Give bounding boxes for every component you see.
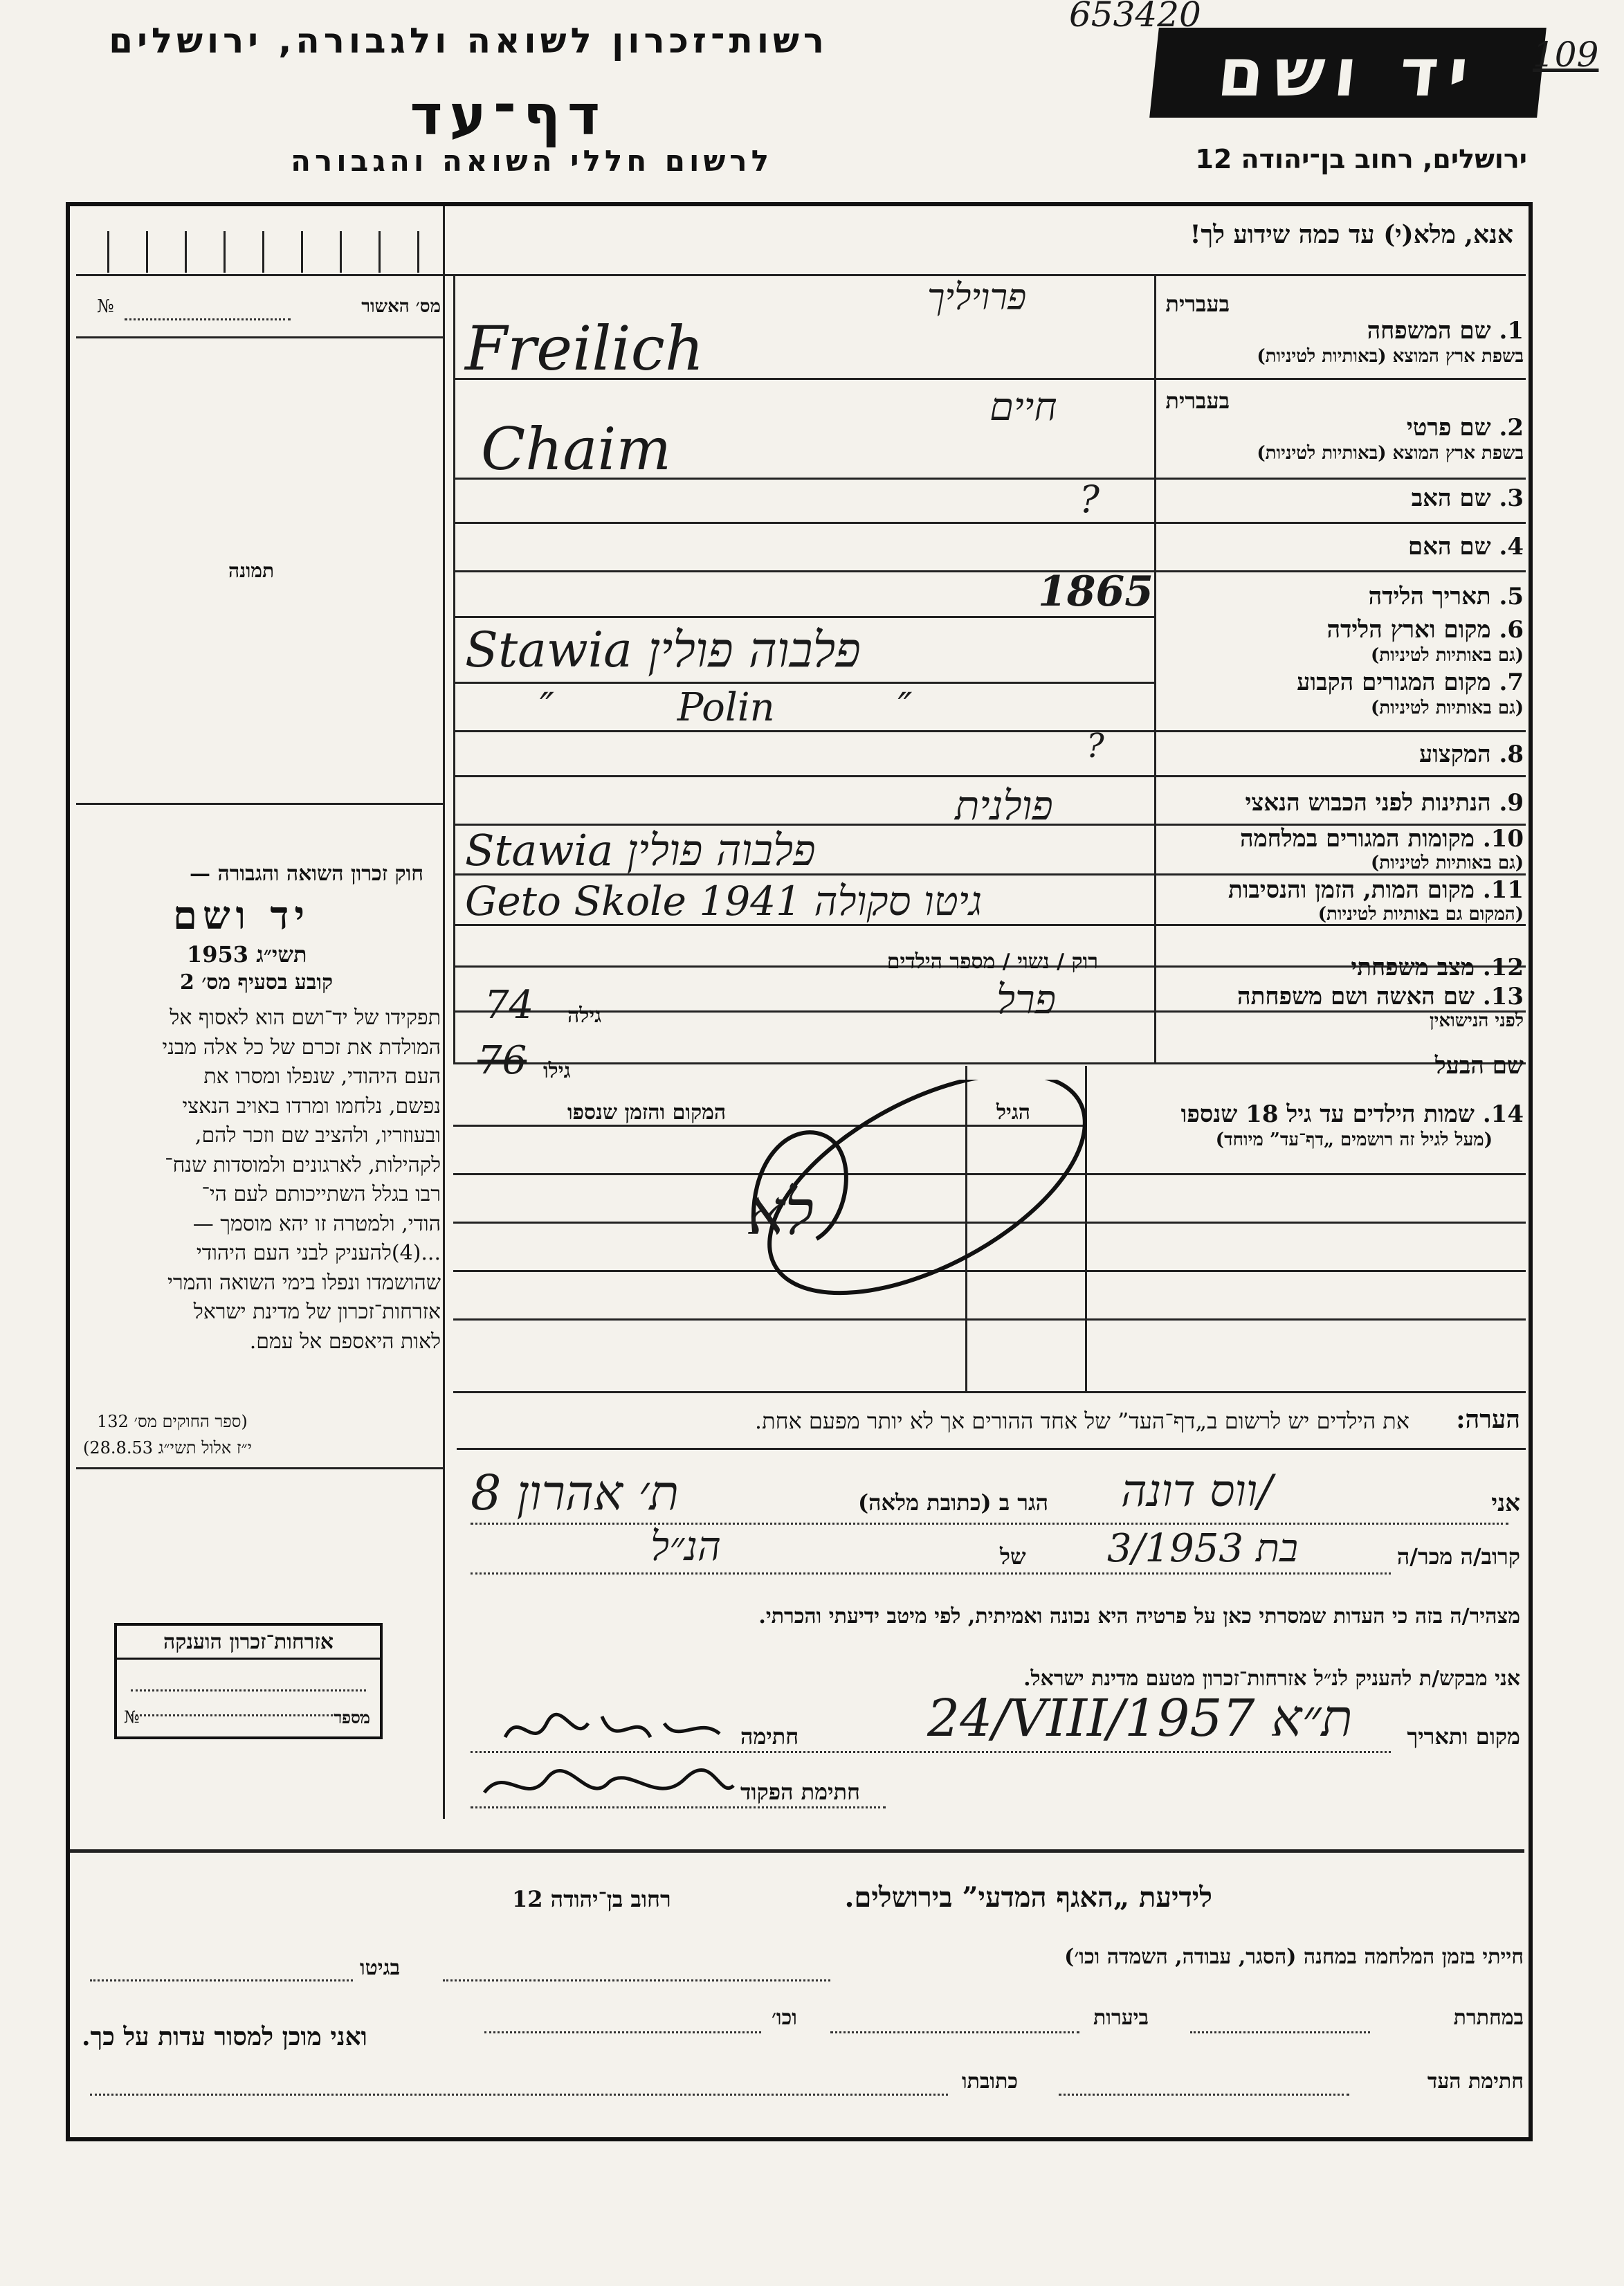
law-text-line: העם היהודי, שנפלו ומסרו את [203, 1064, 441, 1089]
footer-dots [90, 2094, 948, 2096]
approval-no: № [97, 296, 114, 317]
law-title: חוק זכרון השואה והגבורה — [190, 862, 423, 886]
decl-relative-value: בת 3/1953 [1107, 1526, 1298, 1571]
q11-sub: (המקום גם באותיות לטיניות) [1317, 904, 1524, 925]
law-source-2: י״ז אלול תשי״ג 28.8.53) [83, 1438, 252, 1458]
law-text-block [77, 1004, 441, 1357]
law-text-line: אזרחות־זכרון של מדינת ישראל [193, 1300, 441, 1324]
label-row-line [1154, 478, 1526, 480]
husband-age-value: 76 [477, 1038, 527, 1083]
label-row-line [1154, 522, 1526, 524]
footer-dots [484, 2031, 761, 2033]
q14-sub: (מעל לגיל זה רושמים „דף־עד” מיוחד) [1215, 1130, 1493, 1150]
footer-address: רחוב בן־יהודה 12 [512, 1886, 671, 1912]
approval-underline [76, 336, 443, 338]
note-text: את הילדים יש לרשום ב„דף־העד” של אחד ההורים אך לא יותר מפעם אחת. [754, 1408, 1409, 1434]
note-line [457, 1448, 1526, 1450]
decl-of-value: הנ״ל [650, 1523, 722, 1570]
law-clause: קובע בסעיף מס׳ 2 [180, 970, 334, 995]
page-mark: 109 [1533, 35, 1599, 75]
q1-lat-value: Freilich [465, 313, 704, 384]
q1-heb-value: פרויליך [927, 277, 1027, 318]
decl-officer-label: חתימת הפקוד [740, 1779, 860, 1805]
archive-number: 653420 [1069, 0, 1201, 35]
q14-col-age: הגיל [996, 1100, 1031, 1125]
authority-title: רשות־זכרון לשואה ולגבורה, ירושלים [109, 21, 828, 61]
husband-age-label: גילו [543, 1059, 571, 1083]
decl-i-label: אני [1491, 1489, 1520, 1517]
decl-of-label: של [1000, 1543, 1026, 1570]
q1-sub: בשפת ארץ המוצא (באותיות לטיניות) [1257, 346, 1524, 367]
q13-sub: לפני הנישואין [1429, 1010, 1524, 1031]
footer-dots [443, 1979, 830, 1981]
header-address: ירושלים, רחוב בן־יהודה 12 [1195, 144, 1527, 174]
number-no: № [124, 1707, 140, 1727]
q8-value: ? [1086, 727, 1104, 765]
q10-sub: (גם באותיות לטיניות) [1370, 853, 1524, 873]
husband-label: שם הבעל [1434, 1052, 1524, 1080]
q6-value: פלבוה פולין Stawia [465, 622, 861, 678]
law-year: תשי״ג 1953 [187, 941, 307, 968]
q13-age-label: גילה [567, 1004, 602, 1028]
decl-address-value: ת׳ אהרון 8 [471, 1464, 679, 1521]
instruction: אנא, מלא(י) עד כמה שידוע לך! [1189, 220, 1513, 249]
q14-label: 14. שמות הילדים עד גיל 18 שנספו [1180, 1100, 1524, 1128]
note-label: הערה: [1456, 1405, 1520, 1434]
footer-dots [1059, 2094, 1349, 2096]
law-text-line: ובעוזריו, ולהציב שם וזכר להם, [194, 1123, 441, 1147]
q2-heb-label: בעברית [1165, 388, 1230, 414]
number-label: מספר [334, 1707, 370, 1727]
row-line [453, 682, 1156, 684]
logo-text: יד ושם [1214, 34, 1482, 111]
q7-value: ″ Polin ″ [540, 685, 913, 730]
law-text-line: ...(4)להעניק לבני העם היהודי [196, 1241, 441, 1265]
row-line [453, 1062, 1526, 1064]
q12-options: רוק / נשוי / מספר הילדים [886, 950, 1098, 974]
law-text-line: רבו בגלל השתייכותם לעם הי־ [201, 1182, 441, 1206]
decl-line [471, 1751, 1391, 1753]
q2-lat-value: Chaim [481, 415, 671, 483]
q6-sub: (גם באותיות לטיניות) [1370, 645, 1524, 666]
q5-label: 5. תאריך הלידה [1368, 583, 1524, 610]
q8-label: 8. המקצוע [1418, 741, 1524, 768]
row-line [453, 775, 1156, 777]
q6-label: 6. מקום וארץ הלידה [1326, 616, 1524, 644]
decl-line [471, 1572, 1391, 1575]
decl-residing-label: הגר ב (כתובת מלאה) [858, 1489, 1048, 1516]
q12-label: 12. מצב משפחתי [1351, 954, 1524, 981]
footer-line1-b: בגיטו [360, 1956, 401, 1980]
q11-label: 11. מקום המות, הזמן והנסיבות [1228, 876, 1524, 904]
footer-dots [90, 1979, 353, 1981]
footer-dots [830, 2031, 1079, 2033]
decl-line [471, 1806, 886, 1808]
law-text-line: תפקידו של יד־ושם הוא לאסוף אל [170, 1006, 441, 1030]
decl-place-date-value: 24/VIII/1957 ת״א [927, 1689, 1353, 1748]
row-line [453, 522, 1156, 524]
q10-value: פלבוה פולין Stawia [465, 825, 816, 876]
footer-dots [1190, 2031, 1370, 2033]
decl-signature-label: חתימה [740, 1723, 799, 1750]
law-text-line: הודי, ולמטרה זו יהא מוסמך — [192, 1211, 441, 1236]
label-column-divider [1154, 274, 1156, 1063]
sidebar-divider [443, 206, 445, 1819]
decl-place-date-label: מקום ותאריך [1407, 1723, 1520, 1750]
footer-line3-b: כתובתו [962, 2069, 1019, 2094]
decl-request: אני מבקש/ת להעניק לנ״ל אזרחות־זכרון מטעם מדינת ישראל. [1023, 1667, 1520, 1691]
q3-label: 3. שם האב [1411, 484, 1524, 512]
photo-bottom [76, 803, 443, 805]
photo-label: תמונה [228, 559, 275, 582]
instruction-line [443, 274, 1526, 276]
q13-value: פרל [996, 976, 1057, 1023]
ticks-row [76, 274, 443, 276]
q14-mark: לא [747, 1177, 814, 1249]
law-name: יד ושם [173, 893, 311, 938]
q9-value: פולנית [955, 782, 1053, 829]
q9-label: 9. הנתינות לפני הכבוש הנאצי [1245, 789, 1524, 817]
law-text-line: המולדת את זכרם של כל אלה מבני [162, 1035, 441, 1060]
q11-value: גיטו סקולה 1941 Geto Skole [465, 878, 983, 925]
q2-sub: בשפת ארץ המוצא (באותיות לטיניות) [1257, 443, 1524, 464]
q14-row [453, 1391, 1526, 1393]
q3-value: ? [1079, 478, 1100, 521]
label-row-line [1154, 730, 1526, 732]
officer-signature [477, 1758, 740, 1813]
value-column-left [453, 274, 455, 1063]
q4-label: 4. שם האם [1407, 533, 1524, 561]
footer-line1-a: חייתי בזמן המלחמה במחנה (הסגר, עבודה, השמדה וכו׳) [1064, 1945, 1524, 1969]
law-text-line: לאות היאספם אל עמם. [249, 1329, 441, 1354]
form-title: דף־עד [410, 83, 607, 147]
footer-divider [70, 1849, 1524, 1853]
law-bottom [76, 1467, 443, 1469]
row-line [453, 616, 1156, 618]
law-text-line: לקהילות, לארגונים ולמוסדות שנח־ [165, 1152, 441, 1177]
decl-signature [498, 1696, 733, 1758]
approval-line [125, 318, 291, 320]
q14-col-place: המקום והזמן שנספו [567, 1100, 727, 1125]
approval-label: מס׳ האשור [361, 296, 441, 317]
q14-row [453, 1318, 1526, 1321]
footer-title: לידיעת „האגף המדעי” בירושלים. [844, 1881, 1212, 1914]
decl-i-value: /ווס דונה [1121, 1466, 1272, 1517]
q1-label: 1. שם המשפחה [1367, 317, 1524, 345]
yad-vashem-logo [1149, 28, 1547, 118]
label-row-line [1154, 775, 1526, 777]
law-source-1: (ספר החוקים מס׳ 132 [97, 1412, 248, 1431]
q7-label: 7. מקום המגורים הקבוע [1297, 669, 1524, 696]
citizenship-title: אזרחות־זכרון הוענקה [163, 1630, 334, 1654]
footer-line2-a: במחתרת [1453, 2006, 1524, 2030]
footer-line2-c: וכו׳ [772, 2006, 797, 2030]
q10-label: 10. מקומות המגורים במלחמה [1239, 825, 1524, 853]
footer-line2-d: ואני מוכן למסור עדות על כך. [82, 2022, 367, 2051]
law-text-line: נפשם, נלחמו ומרדו באויב הנאצי [182, 1094, 441, 1118]
q13-label: 13. שם האשה ושם משפחתה [1237, 983, 1524, 1010]
label-row-line [1154, 873, 1526, 876]
q1-heb-label: בעברית [1165, 291, 1230, 317]
tick-marks [107, 231, 432, 273]
label-row-line [1154, 378, 1526, 380]
q5-value: 1865 [1038, 568, 1153, 616]
footer-line3-a: חתימת העד [1427, 2069, 1524, 2094]
q2-label: 2. שם פרטי [1406, 414, 1524, 442]
decl-line [471, 1523, 1508, 1525]
row-line [453, 730, 1156, 732]
q2-heb-value: חיים [989, 385, 1057, 430]
footer-line2-b: ביערות [1093, 2006, 1149, 2030]
decl-statement: מצהיר/ה בזה כי העדות שמסרתי כאן על פרטיה היא נכונה ואמיתית, לפי מיטב ידיעתי והכרתי. [758, 1604, 1520, 1629]
law-text-line: שהושמדו ונפלו בימי השואה והמרי [167, 1270, 441, 1295]
decl-relative-label: קרוב/ה מכר/ה [1396, 1543, 1520, 1570]
label-row-line [1154, 570, 1526, 572]
q7-sub: (גם באותיות לטיניות) [1370, 698, 1524, 718]
citizenship-box [114, 1623, 383, 1739]
q13-age-value: 74 [484, 983, 534, 1028]
form-subtitle: לרשום חללי השואה והגבורה [291, 144, 773, 178]
